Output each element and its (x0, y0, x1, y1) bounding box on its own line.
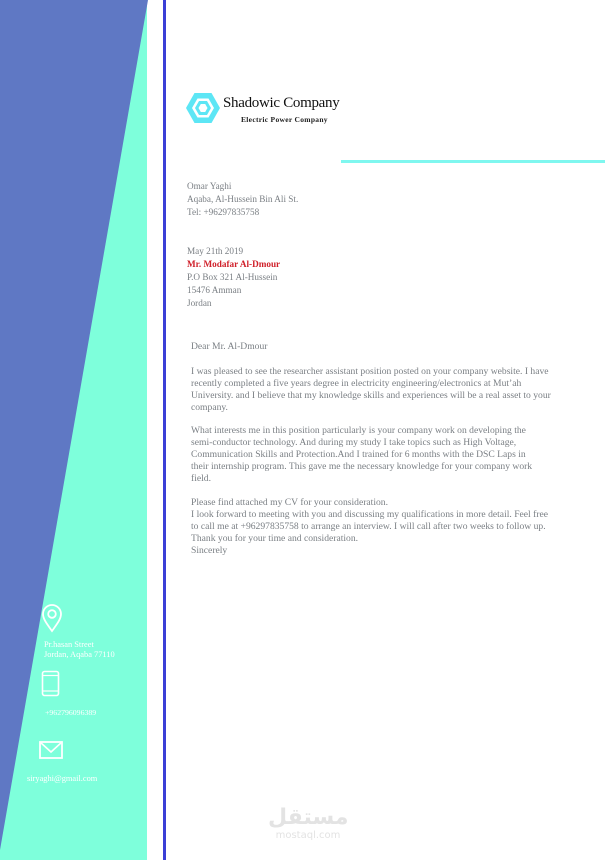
mostaql-watermark (268, 806, 348, 842)
envelope-icon (39, 741, 63, 759)
paragraph-line: I was pleased to see the researcher assistant position posted on your company website. I have (191, 366, 549, 377)
paragraph-line: Thank you for your time and consideration. (191, 533, 359, 544)
location-line1: Pr.hasan Street (44, 640, 94, 649)
paragraph-line: field. (191, 473, 211, 484)
phone-number: +962796096389 (45, 708, 97, 717)
company-tagline: Electric Power Company (241, 115, 328, 124)
recipient-country: Jordan (187, 298, 212, 308)
paragraph-line: Communication Skills and Protection.And I trained for 6 months with the DSC Laps in (191, 449, 526, 460)
recipient-address-line2: 15476 Amman (187, 285, 242, 295)
recipient-name: Mr. Modafar Al-Dmour (187, 259, 281, 269)
paragraph-line: their internship program. This gave me the necessary knowledge for your company work (191, 461, 533, 472)
sidebar-blue-triangle (0, 0, 148, 860)
sender-tel: Tel: +96297835758 (187, 207, 260, 217)
paragraph-line: semi-conductor technology. And during my study I take topics such as High Voltage, (191, 437, 517, 448)
paragraph-line: University. and I believe that my knowledge skills and experiences will be a real asset to your (191, 390, 551, 401)
letter-date: May 21th 2019 (187, 246, 244, 256)
paragraph-line: to call me at +96297835758 to arrange an interview. I will call after two weeks to follow up. (191, 521, 546, 532)
watermark-arabic: مستقل (268, 805, 349, 830)
location-pin-icon (41, 604, 63, 633)
paragraph-1 (191, 366, 591, 414)
salutation (191, 341, 591, 353)
header-accent-line (341, 160, 605, 163)
paragraph-3 (191, 497, 591, 557)
company-name: Shadowic Company (223, 95, 340, 111)
paragraph-2 (191, 425, 591, 485)
recipient-address-line1: P.O Box 321 Al-Hussein (187, 272, 278, 282)
paragraph-line: What interests me in this position particularly is your company work on developing the (191, 425, 526, 436)
paragraph-line: I look forward to meeting with you and discussing my qualifications in more detail. Feel free (191, 509, 549, 520)
closing-sincerely: Sincerely (191, 545, 228, 556)
paragraph-line: recently completed a five years degree in electricity engineering/electronics at Mut’ah (191, 378, 522, 389)
email-address: siryaghi@gmail.com (27, 774, 98, 783)
location-line2: Jordan, Aqaba 77110 (44, 650, 115, 659)
salutation-text: Dear Mr. Al-Dmour (191, 341, 268, 352)
sender-name: Omar Yaghi (187, 181, 232, 191)
watermark-latin: mostaql.com (275, 830, 341, 841)
vertical-divider-line (163, 0, 166, 860)
sender-address: Aqaba, Al-Hussein Bin Ali St. (187, 194, 299, 204)
paragraph-line: Please find attached my CV for your consideration. (191, 497, 388, 508)
mobile-phone-icon (41, 670, 60, 697)
paragraph-line: company. (191, 402, 228, 413)
hexagon-icon (186, 92, 220, 124)
